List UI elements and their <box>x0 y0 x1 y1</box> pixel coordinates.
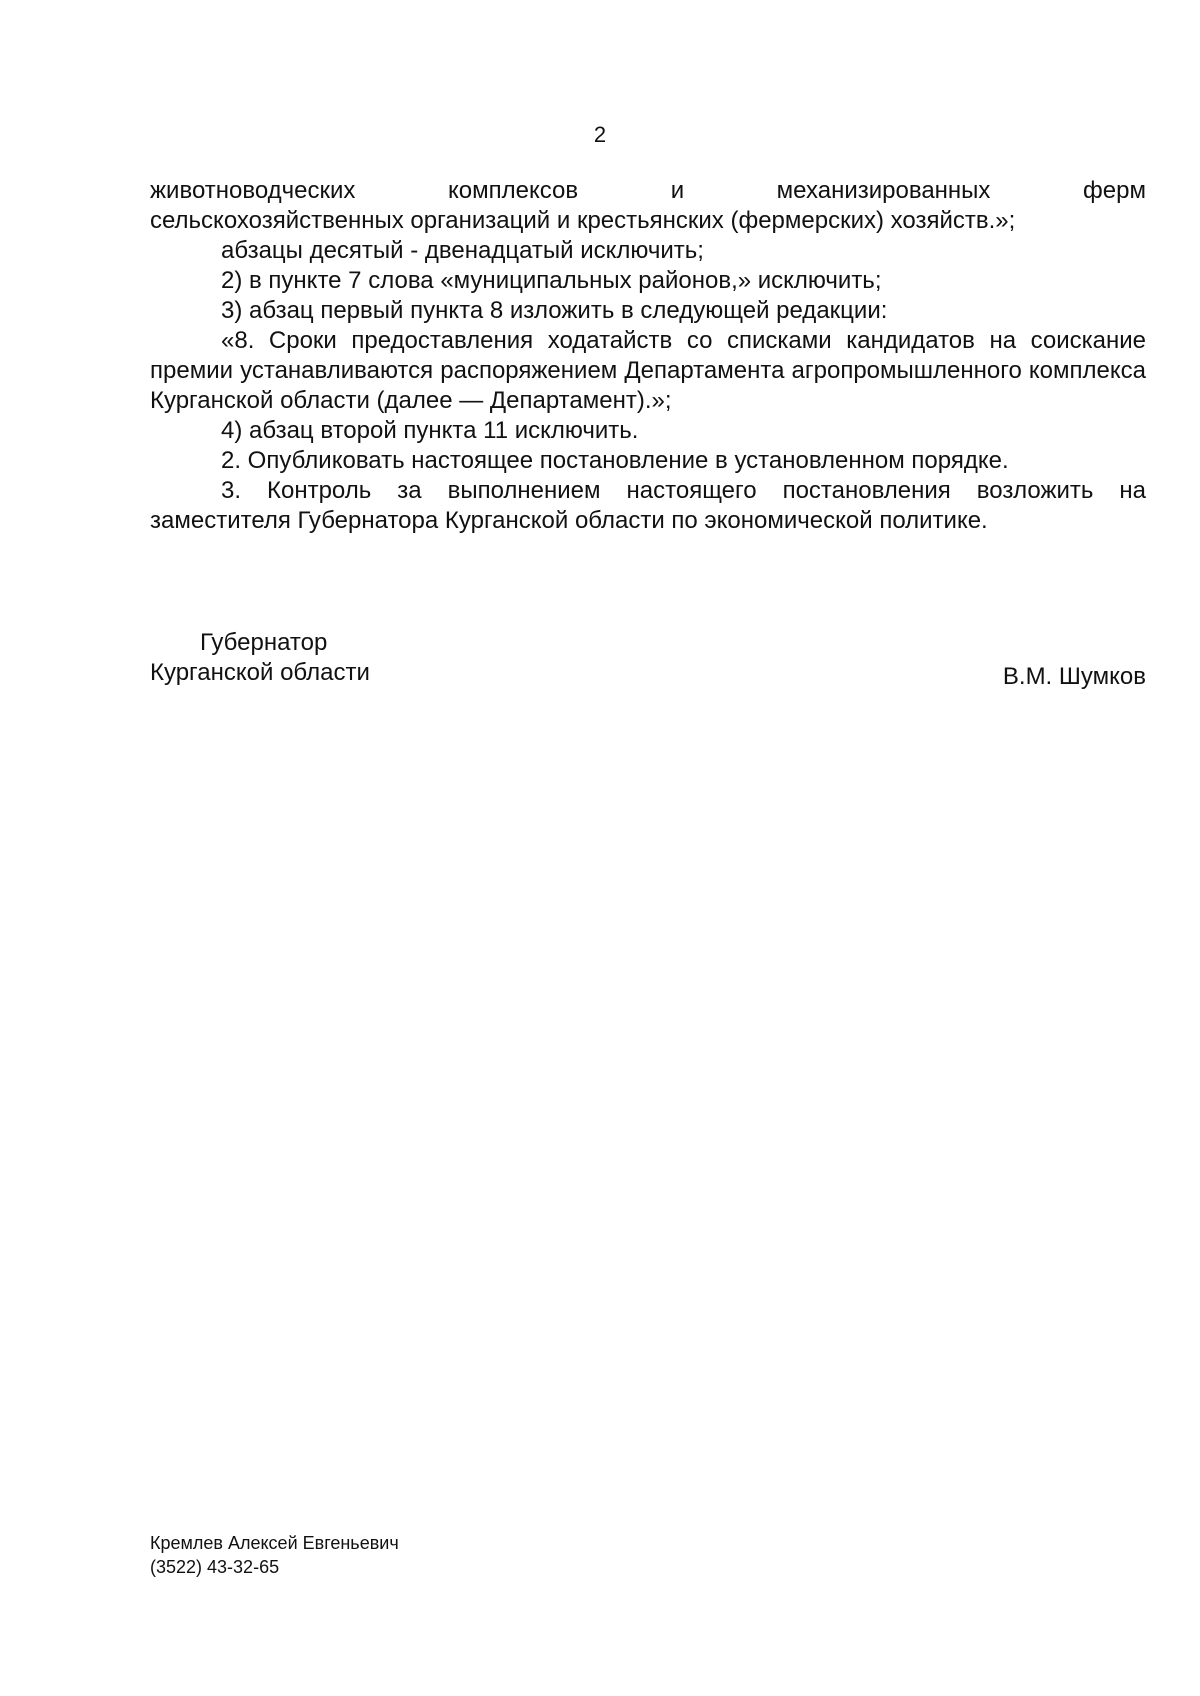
first-line-word: комплексов <box>448 177 579 204</box>
executor-phone: (3522) 43-32-65 <box>150 1557 280 1577</box>
signatory-region: Курганской области <box>150 659 370 686</box>
paragraph-quoted-rule: «8. Сроки предоставления ходатайств со списками кандидатов на соискание премии устанавливаются распоряжением Департамента агропромышленного комплекса Курганской области (далее — Департамент).»; <box>150 327 1146 414</box>
signatory-title: Губернатор <box>200 629 328 656</box>
paragraph-control: 3. Контроль за выполнением настоящего постановления возложить на заместителя Губернатора Курганской области по экономической политике. <box>150 477 1146 534</box>
paragraph-item: абзацы десятый - двенадцатый исключить; <box>221 237 704 264</box>
paragraph-publish: 2. Опубликовать настоящее постановление в установленном порядке. <box>221 447 1009 474</box>
first-line-word: механизированных <box>776 177 991 204</box>
paragraph-item: 3) абзац первый пункта 8 изложить в следующей редакции: <box>221 297 888 324</box>
document-body <box>150 176 1146 536</box>
paragraph-item: 4) абзац второй пункта 11 исключить. <box>221 417 639 444</box>
page-number: 2 <box>593 122 607 147</box>
executor-block <box>150 1531 399 1579</box>
first-line-word: ферм <box>1083 177 1146 204</box>
signatory-name: В.М. Шумков <box>1002 663 1146 690</box>
signature-block <box>150 628 1146 698</box>
first-line-word: животноводческих <box>150 177 356 204</box>
paragraph-continuation: сельскохозяйственных организаций и крестьянских (фермерских) хозяйств.»; <box>150 207 1016 234</box>
executor-name: Кремлев Алексей Евгеньевич <box>150 1533 399 1553</box>
first-line-word: и <box>670 177 685 204</box>
first-line <box>150 176 1146 206</box>
paragraph-item: 2) в пункте 7 слова «муниципальных районов,» исключить; <box>221 267 882 294</box>
